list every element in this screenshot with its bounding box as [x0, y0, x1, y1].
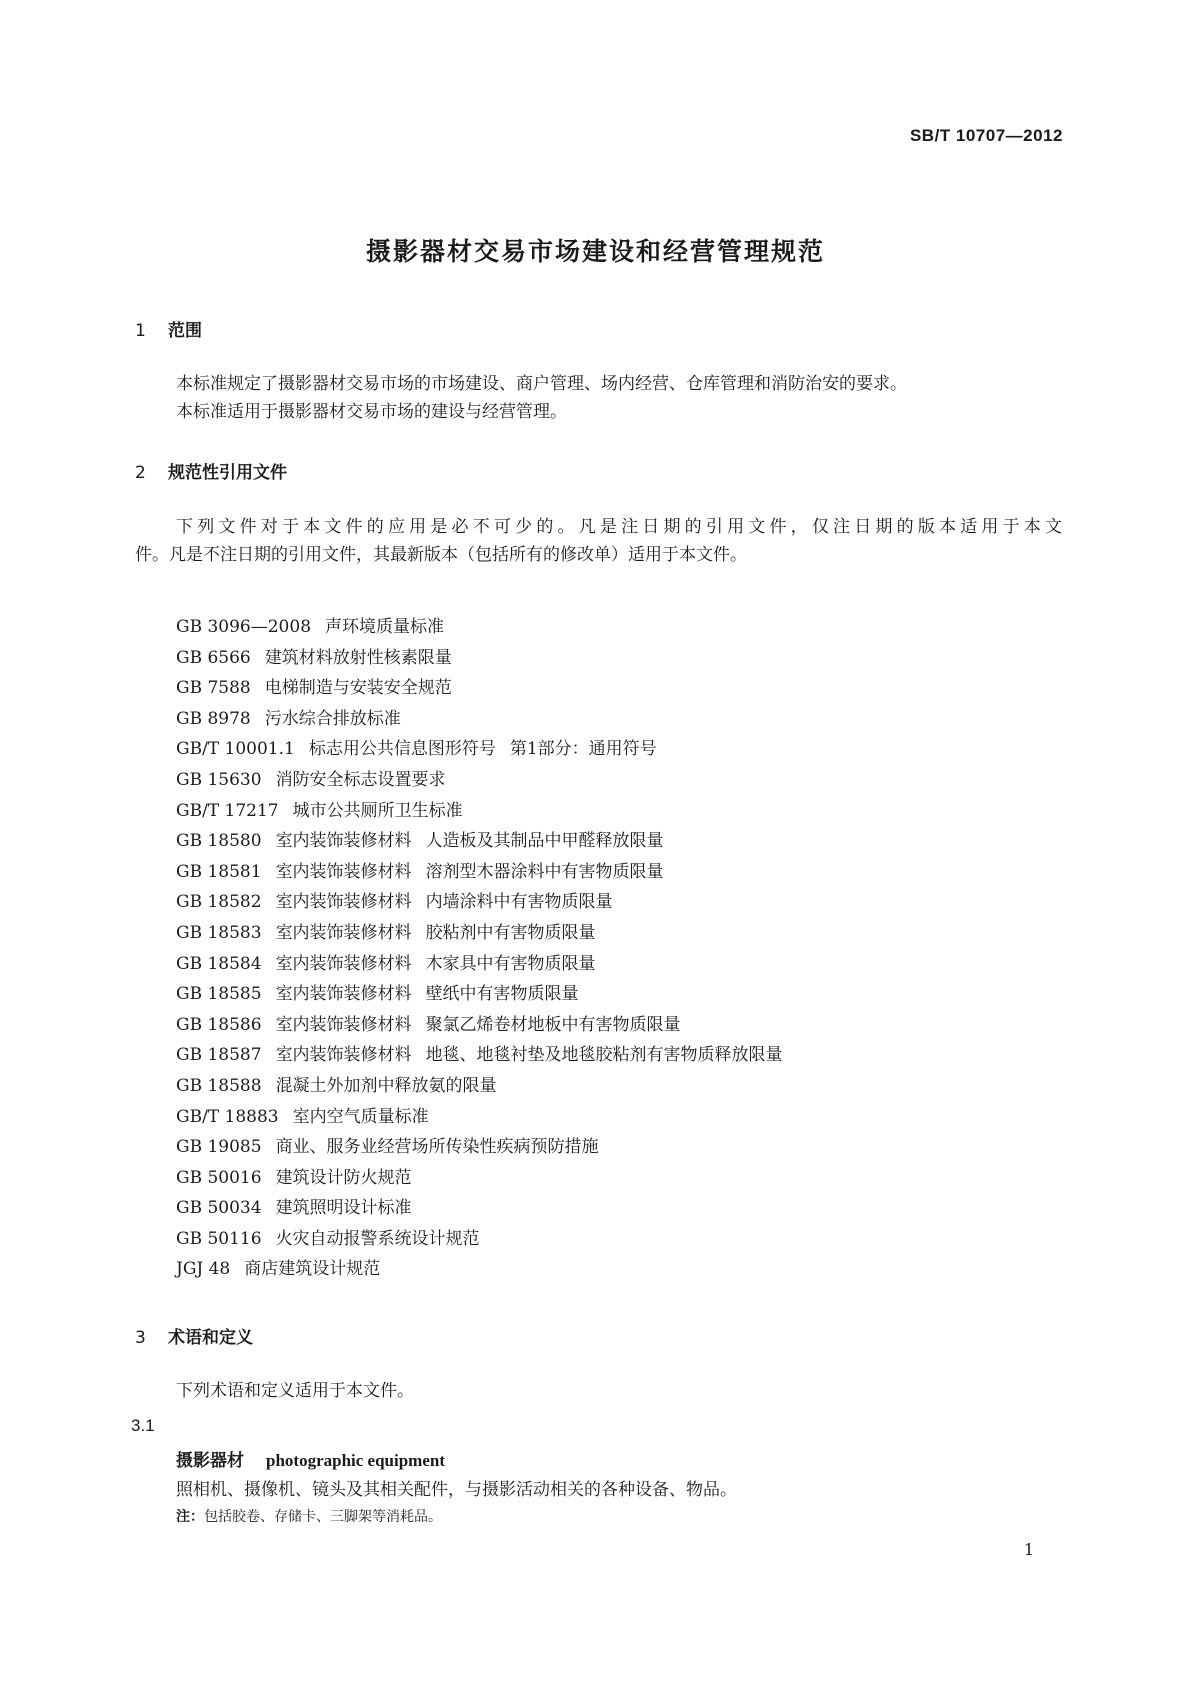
section-1-number: 1	[135, 321, 146, 341]
section-1-title: 范围	[168, 321, 202, 341]
clause-number: 3.1	[131, 1416, 155, 1435]
term-note	[176, 1506, 442, 1526]
reference-subtitle: 人造板及其制品中甲醛释放限量	[425, 831, 664, 852]
section-2-heading	[135, 458, 287, 483]
reference-item	[176, 1010, 797, 1041]
reference-title: 混凝土外加剂中释放氨的限量	[275, 1075, 497, 1096]
reference-code: GB 18582	[176, 892, 262, 913]
reference-item	[176, 673, 797, 704]
reference-item	[176, 1102, 797, 1133]
reference-code: GB 6566	[176, 647, 251, 668]
reference-item	[176, 918, 797, 949]
section-1-paragraph-2: 本标准适用于摄影器材交易市场的建设与经营管理。	[176, 402, 567, 422]
reference-item	[176, 1193, 797, 1224]
reference-item	[176, 949, 797, 980]
reference-code: GB 18587	[176, 1045, 262, 1066]
reference-title: 商业、服务业经营场所传染性疾病预防措施	[275, 1137, 599, 1158]
reference-subtitle: 胶粘剂中有害物质限量	[425, 922, 596, 943]
reference-item	[176, 704, 797, 735]
section-3-intro: 下列术语和定义适用于本文件。	[176, 1381, 414, 1401]
reference-code: GB 19085	[176, 1137, 262, 1158]
reference-item	[176, 887, 797, 918]
reference-item	[176, 1071, 797, 1102]
reference-code: GB 50034	[176, 1198, 262, 1219]
reference-code: GB 18585	[176, 984, 262, 1005]
reference-title: 声环境质量标准	[325, 617, 445, 637]
section-3-title: 术语和定义	[168, 1328, 253, 1348]
reference-subtitle: 壁纸中有害物质限量	[425, 984, 579, 1005]
reference-code: GB 15630	[176, 769, 262, 790]
reference-item	[176, 796, 797, 827]
document-title: 摄影器材交易市场建设和经营管理规范	[365, 237, 825, 266]
reference-code: GB 18581	[176, 861, 262, 882]
reference-title: 室内装饰装修材料	[275, 922, 412, 943]
reference-title: 污水综合排放标准	[264, 708, 401, 729]
reference-code: GB 18580	[176, 831, 262, 852]
reference-title: 室内装饰装修材料	[275, 1045, 412, 1066]
note-label: 注：	[176, 1509, 204, 1525]
reference-item	[176, 1224, 797, 1255]
reference-title: 室内装饰装修材料	[275, 953, 412, 974]
reference-code: GB 3096—2008	[176, 617, 312, 637]
reference-subtitle: 溶剂型木器涂料中有害物质限量	[425, 861, 664, 882]
term-definition: 照相机、摄像机、镜头及其相关配件，与摄影活动相关的各种设备、物品。	[176, 1480, 737, 1500]
reference-code: JGJ 48	[176, 1259, 231, 1280]
reference-title: 电梯制造与安装安全规范	[264, 678, 452, 699]
reference-title: 建筑照明设计标准	[275, 1198, 412, 1219]
document-code: SB/T 10707—2012	[909, 126, 1063, 145]
reference-title: 室内装饰装修材料	[275, 861, 412, 882]
reference-subtitle: 第1部分：通用符号	[509, 739, 657, 760]
reference-subtitle: 地毯、地毯衬垫及地毯胶粘剂有害物质释放限量	[425, 1045, 783, 1066]
reference-item	[176, 765, 797, 796]
reference-code: GB 18588	[176, 1075, 262, 1096]
reference-item	[176, 857, 797, 888]
reference-title: 室内空气质量标准	[292, 1106, 429, 1127]
reference-subtitle: 木家具中有害物质限量	[425, 953, 596, 974]
reference-title: 室内装饰装修材料	[275, 984, 412, 1005]
reference-code: GB 18583	[176, 922, 262, 943]
term-chinese: 摄影器材	[176, 1451, 244, 1471]
reference-title: 标志用公共信息图形符号	[308, 739, 496, 760]
reference-item	[176, 643, 797, 674]
reference-item	[176, 612, 797, 643]
reference-item	[176, 1132, 797, 1163]
page-number: 1	[1023, 1540, 1034, 1559]
reference-title: 建筑设计防火规范	[275, 1167, 412, 1188]
reference-title: 建筑材料放射性核素限量	[264, 647, 452, 668]
reference-code: GB/T 17217	[176, 800, 279, 821]
reference-title: 火灾自动报警系统设计规范	[275, 1228, 480, 1249]
reference-title: 室内装饰装修材料	[275, 831, 412, 852]
reference-title: 商店建筑设计规范	[244, 1259, 381, 1280]
note-text: 包括胶卷、存储卡、三脚架等消耗品。	[204, 1509, 442, 1525]
reference-title: 消防安全标志设置要求	[275, 769, 446, 790]
reference-item	[176, 734, 797, 765]
section-1-paragraph-1: 本标准规定了摄影器材交易市场的市场建设、商户管理、场内经营、仓库管理和消防治安的要求。	[176, 374, 907, 394]
section-2-intro-line-1: 下列文件对于本文件的应用是必不可少的。凡是注日期的引用文件，仅注日期的版本适用于本文	[176, 517, 1062, 537]
section-3-heading	[135, 1323, 253, 1348]
reference-code: GB 18586	[176, 1014, 262, 1035]
reference-item	[176, 979, 797, 1010]
reference-code: GB 7588	[176, 678, 251, 699]
reference-subtitle: 聚氯乙烯卷材地板中有害物质限量	[425, 1014, 681, 1035]
reference-code: GB/T 18883	[176, 1106, 279, 1127]
reference-item	[176, 1163, 797, 1194]
reference-item	[176, 1254, 797, 1285]
reference-code: GB/T 10001.1	[176, 739, 295, 760]
reference-code: GB 8978	[176, 708, 251, 729]
reference-title: 室内装饰装修材料	[275, 892, 412, 913]
term-english: photographic equipment	[266, 1451, 445, 1470]
reference-item	[176, 826, 797, 857]
reference-title: 城市公共厕所卫生标准	[292, 800, 463, 821]
section-2-number: 2	[135, 463, 146, 483]
reference-title: 室内装饰装修材料	[275, 1014, 412, 1035]
section-2-title: 规范性引用文件	[168, 463, 287, 483]
section-1-heading	[135, 316, 202, 341]
reference-code: GB 50116	[176, 1228, 262, 1249]
reference-code: GB 50016	[176, 1167, 262, 1188]
reference-code: GB 18584	[176, 953, 262, 974]
reference-item	[176, 1040, 797, 1071]
section-2-intro-line-2: 件。凡是不注日期的引用文件，其最新版本（包括所有的修改单）适用于本文件。	[135, 545, 747, 565]
reference-subtitle: 内墙涂料中有害物质限量	[425, 892, 613, 913]
term-heading	[176, 1446, 445, 1471]
section-3-number: 3	[135, 1328, 146, 1348]
normative-references-list	[176, 612, 797, 1285]
